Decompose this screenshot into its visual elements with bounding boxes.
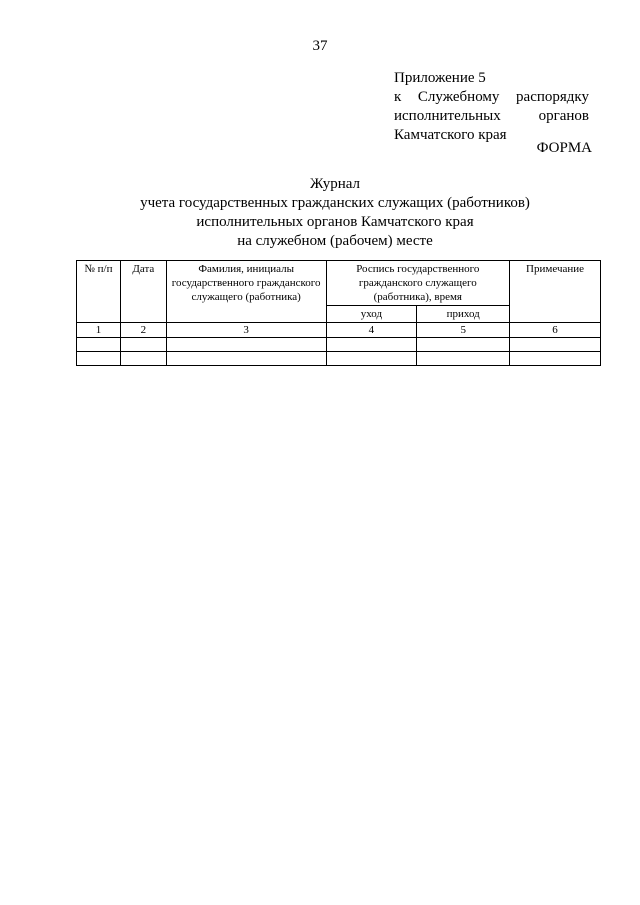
page-number: 37 xyxy=(312,38,328,54)
table-cell xyxy=(510,352,601,366)
table-cell xyxy=(77,352,121,366)
appendix-word: Служебному xyxy=(417,89,500,105)
title-line-3: исполнительных органов Камчатского края xyxy=(196,214,474,230)
title-line-4: на служебном (рабочем) месте xyxy=(237,233,433,249)
table-row xyxy=(77,338,601,352)
header-leave: уход xyxy=(326,306,417,323)
appendix-block xyxy=(394,69,589,145)
appendix-word: распорядку xyxy=(516,89,589,105)
table-cell xyxy=(120,338,166,352)
header-note: Примечание xyxy=(510,261,601,323)
title-line-1: Журнал xyxy=(309,176,360,192)
column-number: 3 xyxy=(166,323,326,338)
column-number: 6 xyxy=(510,323,601,338)
appendix-line-1: Приложение 5 xyxy=(394,70,486,86)
column-number: 5 xyxy=(417,323,510,338)
header-signature: Роспись государственного гражданского служащего (работника), время xyxy=(326,261,510,306)
header-date: Дата xyxy=(120,261,166,323)
column-number: 4 xyxy=(326,323,417,338)
table-cell xyxy=(166,352,326,366)
appendix-word: органов xyxy=(538,108,589,124)
column-number-row xyxy=(77,323,601,338)
table-cell xyxy=(510,338,601,352)
appendix-line-4: Камчатского края xyxy=(394,127,507,143)
table-cell xyxy=(326,352,417,366)
column-number: 1 xyxy=(77,323,121,338)
title-line-2: учета государственных гражданских служащих (работников) xyxy=(140,195,530,211)
header-num: № п/п xyxy=(77,261,121,323)
appendix-word: к xyxy=(394,89,402,105)
table-cell xyxy=(417,352,510,366)
forma-label: ФОРМА xyxy=(536,140,592,156)
column-number: 2 xyxy=(120,323,166,338)
appendix-line-2 xyxy=(394,88,589,107)
header-arrive: приход xyxy=(417,306,510,323)
table-cell xyxy=(326,338,417,352)
appendix-line-3 xyxy=(394,107,589,126)
table-cell xyxy=(120,352,166,366)
journal-table xyxy=(76,260,601,366)
table-row xyxy=(77,352,601,366)
table-cell xyxy=(417,338,510,352)
table-cell xyxy=(166,338,326,352)
table-cell xyxy=(77,338,121,352)
header-name: Фамилия, инициалы государственного гражданского служащего (работника) xyxy=(166,261,326,323)
journal-title xyxy=(0,175,640,251)
appendix-word: исполнительных xyxy=(394,108,501,124)
